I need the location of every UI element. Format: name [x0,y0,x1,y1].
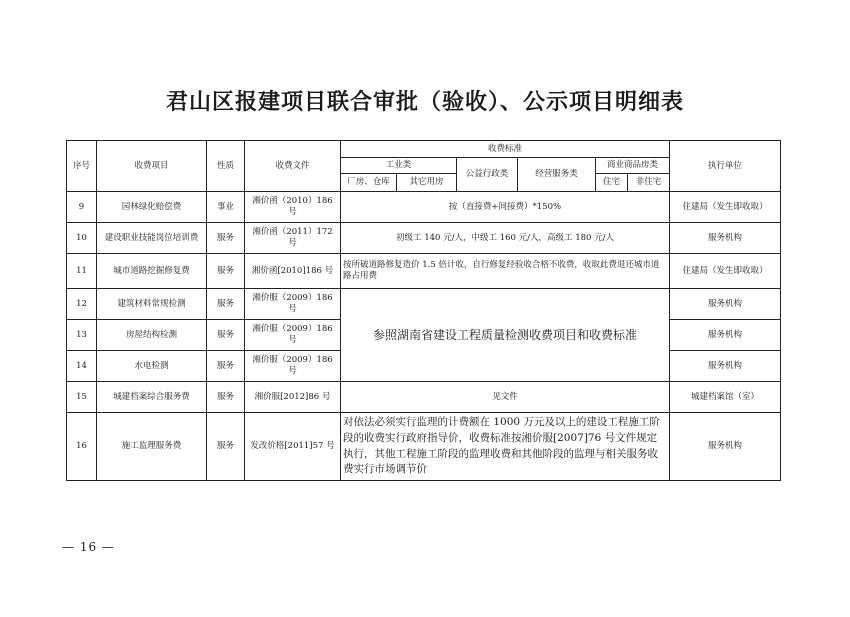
table-row [67,382,781,413]
row-seq: 10 [67,223,97,254]
row-executor: 住建局（发生即收取） [670,192,781,223]
row-executor: 服务机构 [670,223,781,254]
row-seq: 15 [67,382,97,413]
row-nature: 服务 [207,223,245,254]
header-non-residential: 非住宅 [628,174,670,192]
row-standard: 初级工 140 元/人，中级工 160 元/人，高级工 180 元/人 [341,223,670,254]
header-business: 经营服务类 [518,158,596,192]
row-doc: 湘价服（2009）186 号 [245,320,341,351]
row-item: 城市道路挖掘修复费 [97,254,207,289]
row-doc: 湘价服（2009）186 号 [245,351,341,382]
row-nature: 事业 [207,192,245,223]
header-industrial: 工业类 [341,158,457,174]
header-nature: 性质 [207,141,245,192]
fee-table [66,140,781,481]
header-seq: 序号 [67,141,97,192]
table-row [67,192,781,223]
row-nature: 服务 [207,254,245,289]
row-executor: 服务机构 [670,351,781,382]
row-standard: 按（直接费+间接费）*150% [341,192,670,223]
row-item: 房屋结构检测 [97,320,207,351]
row-seq: 16 [67,413,97,481]
table-row [67,223,781,254]
row-nature: 服务 [207,413,245,481]
row-executor: 服务机构 [670,320,781,351]
merged-standard: 参照湖南省建设工程质量检测收费项目和收费标准 [341,289,670,382]
row-seq: 12 [67,289,97,320]
row-item: 建筑材料常规检测 [97,289,207,320]
row-doc: 湘价函[2010]186 号 [245,254,341,289]
row-seq: 14 [67,351,97,382]
header-commercial-housing: 商业商品房类 [596,158,670,174]
row-nature: 服务 [207,289,245,320]
header-other-use: 其它用房 [397,174,457,192]
row-doc: 发改价格[2011]57 号 [245,413,341,481]
header-residential: 住宅 [596,174,628,192]
page-title: 君山区报建项目联合审批（验收）、公示项目明细表 [165,90,684,115]
row-standard: 对依法必须实行监理的计费额在 1000 万元及以上的建设工程施工阶段的收费实行政府指导价，收费标准按湘价服[2007]76 号文件规定执行，其他工程施工阶段的监理收费和其他阶段的监理与相关服务收费实行市场调节价 [341,413,670,481]
row-executor: 住建局（发生即收取） [670,254,781,289]
row-seq: 13 [67,320,97,351]
table-row [67,289,781,320]
row-standard: 按所破道路修复造价 1.5 倍计收，自行修复经验收合格不收费，收取此费退还城市道路占用费 [341,254,670,289]
row-item: 园林绿化赔偿费 [97,192,207,223]
header-factory: 厂房、仓库 [341,174,397,192]
row-standard: 见文件 [341,382,670,413]
header-standard: 收费标准 [341,141,670,158]
row-doc: 湘价服[2012]86 号 [245,382,341,413]
row-item: 建设职业技能岗位培训费 [97,223,207,254]
row-seq: 9 [67,192,97,223]
row-executor: 服务机构 [670,289,781,320]
header-item: 收费项目 [97,141,207,192]
row-item: 水电检测 [97,351,207,382]
row-item: 城建档案综合服务费 [97,382,207,413]
row-nature: 服务 [207,351,245,382]
row-doc: 湘价函（2011）172 号 [245,223,341,254]
page-number: — 16 — [62,540,115,554]
row-executor: 服务机构 [670,413,781,481]
header-executor: 执行单位 [670,141,781,192]
row-doc: 湘价服（2009）186 号 [245,289,341,320]
row-executor: 城建档案馆（室） [670,382,781,413]
row-nature: 服务 [207,382,245,413]
table-row [67,413,781,481]
header-public-admin: 公益行政类 [457,158,518,192]
row-item: 施工监理服务费 [97,413,207,481]
header-row-1 [67,141,781,158]
row-nature: 服务 [207,320,245,351]
header-doc: 收费文件 [245,141,341,192]
row-doc: 湘价函（2010）186 号 [245,192,341,223]
table-row [67,254,781,289]
row-seq: 11 [67,254,97,289]
